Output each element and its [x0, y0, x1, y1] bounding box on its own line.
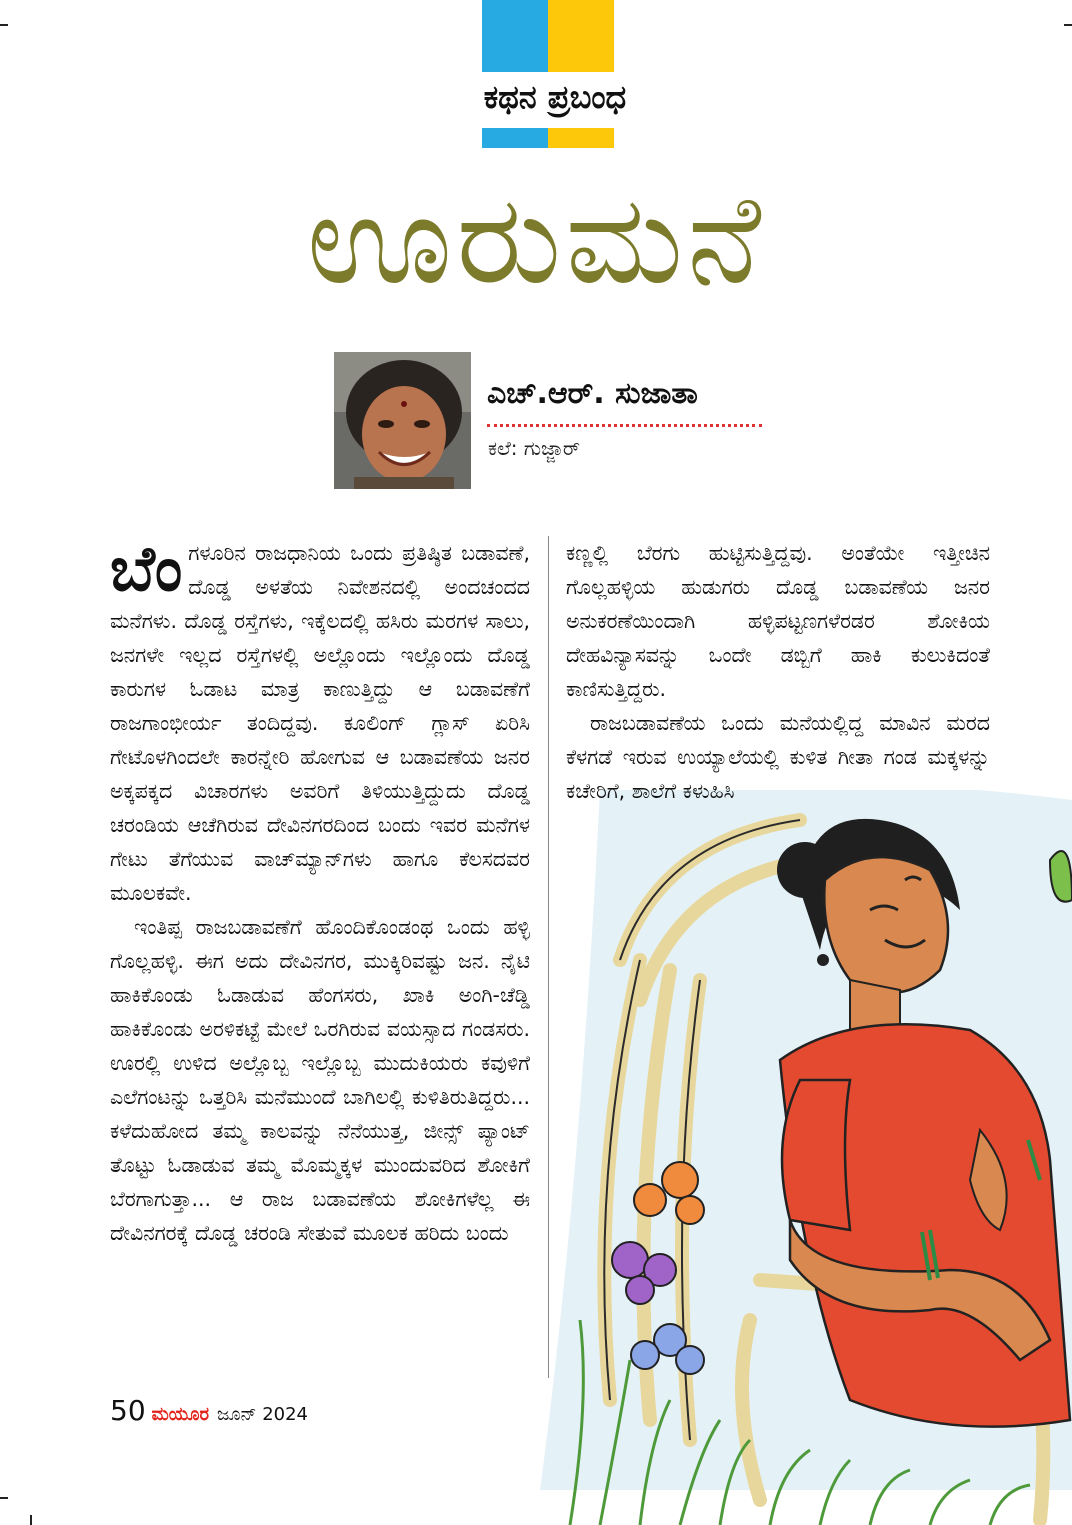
page-footer — [110, 1394, 308, 1427]
paragraph: ರಾಜಬಡಾವಣೆಯ ಒಂದು ಮನೆಯಲ್ಲಿದ್ದ ಮಾವಿನ ಮರದ ಕೆಳಗಡೆ ಇರುವ ಉಯ್ಯಾಲೆಯಲ್ಲಿ ಕುಳಿತ ಗೀತಾ ಗಂಡ ಮಕ್ಕಳನ್ನು ಕಚೇರಿಗೆ, ಶಾಲೆಗೆ ಕಳುಹಿಸಿ — [566, 711, 990, 803]
paragraph-text: ಗಳೂರಿನ ರಾಜಧಾನಿಯ ಒಂದು ಪ್ರತಿಷ್ಠಿತ ಬಡಾವಣೆ, ದೊಡ್ಡ ಅಳತೆಯ ನಿವೇಶನದಲ್ಲಿ ಅಂದಚಂದದ ಮನೆಗಳು. ದೊಡ್ಡ ರಸ್ತೆಗಳು, ಇಕ್ಕೆಲದಲ್ಲಿ ಹಸಿರು ಮರಗಳ ಸಾಲು, ಜನಗಳೇ ಇಲ್ಲದ ರಸ್ತೆಗಳಲ್ಲಿ ಅಲ್ಲೊಂದು ಇಲ್ಲೊಂದು ದೊಡ್ಡ ಕಾರುಗಳ ಓಡಾಟ ಮಾತ್ರ ಕಾಣುತ್ತಿದ್ದು ಆ ಬಡಾವಣೆಗೆ ರಾಜಗಾಂಭೀರ್ಯ ತಂದಿದ್ದವು. ಕೂಲಿಂಗ್ ಗ್ಲಾಸ್ ಏರಿಸಿ ಗೇಟೊಳಗಿಂದಲೇ ಕಾರನ್ನೇರಿ ಹೋಗುವ ಆ ಬಡಾವಣೆಯ ಜನರ ಅಕ್ಕಪಕ್ಕದ ವಿಚಾರಗಳು ಅವರಿಗೆ ತಿಳಿಯುತ್ತಿದ್ದುದು ದೊಡ್ಡ ಚರಂಡಿಯ ಆಚೆಗಿರುವ ದೇವಿನಗರದಿಂದ ಬಂದು ಇವರ ಮನೆಗಳ ಗೇಟು ತೆಗೆಯುವ ವಾಚ್‌ಮ್ಯಾನ್‌ಗಳು ಹಾಗೂ ಕೆಲಸದವರ ಮೂಲಕವೇ. — [110, 541, 530, 905]
issue-date: ಜೂನ್ 2024 — [217, 1404, 308, 1425]
illustration-credit: ಕಲೆ: ಗುಜ್ಜಾರ್ — [488, 436, 580, 460]
crop-mark — [0, 24, 8, 26]
page-number: 50 — [110, 1394, 146, 1427]
section-category: ಕಥನ ಪ್ರಬಂಧ — [483, 78, 627, 116]
crop-mark — [0, 1497, 8, 1499]
author-photo — [334, 352, 471, 489]
magazine-name: ಮಯೂರ — [151, 1404, 210, 1425]
drop-cap: ಬೆಂ — [110, 532, 183, 605]
paragraph: ಕಣ್ಣಲ್ಲಿ ಬೆರಗು ಹುಟ್ಟಿಸುತ್ತಿದ್ದವು. ಅಂತೆಯೇ ಇತ್ತೀಚಿನ ಗೊಲ್ಲಹಳ್ಳಿಯ ಹುಡುಗರು ದೊಡ್ಡ ಬಡಾವಣೆಯ ಜನರ ಅನುಕರಣೆಯಿಂದಾಗಿ ಹಳ್ಳಿಪಟ್ಟಣಗಳೆರಡರ ಶೋಕಿಯ ದೇಹವಿನ್ಯಾಸವನ್ನು ಒಂದೇ ಡಬ್ಬಿಗೆ ಹಾಕಿ ಕುಲುಕಿದಂತೆ ಕಾಣಿಸುತ್ತಿದ್ದರು. — [566, 541, 990, 701]
article-column-2 — [566, 536, 990, 808]
article-title: ಊರುಮನೆ — [306, 168, 766, 312]
woman-in-chair-illustration — [550, 800, 1072, 1525]
paragraph — [110, 532, 530, 910]
article-column-1 — [110, 532, 530, 1250]
author-name: ಎಚ್‌.ಆರ್‌. ಸುಜಾತಾ — [487, 376, 698, 411]
column-divider — [548, 536, 549, 1378]
crop-mark — [30, 1515, 32, 1525]
byline-divider — [487, 424, 762, 427]
paragraph: ಇಂತಿಪ್ಪ ರಾಜಬಡಾವಣೆಗೆ ಹೊಂದಿಕೊಂಡಂಥ ಒಂದು ಹಳ್ಳಿ ಗೊಲ್ಲಹಳ್ಳಿ. ಈಗ ಅದು ದೇವಿನಗರ, ಮುಕ್ಕಿರಿವಷ್ಟು ಜನ. ನೈಟಿ ಹಾಕಿಕೊಂಡು ಓಡಾಡುವ ಹೆಂಗಸರು, ಖಾಕಿ ಅಂಗಿ-ಚೆಡ್ಡಿ ಹಾಕಿಕೊಂಡು ಅರಳಿಕಟ್ಟೆ ಮೇಲೆ ಒರಗಿರುವ ವಯಸ್ಸಾದ ಗಂಡಸರು. ಊರಲ್ಲಿ ಉಳಿದ ಅಲ್ಲೊಬ್ಬ ಇಲ್ಲೊಬ್ಬ ಮುದುಕಿಯರು ಕವುಳಿಗೆ ಎಲೆಗಂಟನ್ನು ಒತ್ತರಿಸಿ ಮನೆಮುಂದೆ ಬಾಗಿಲಲ್ಲಿ ಕುಳಿತಿರುತಿದ್ದರು... ಕಳೆದುಹೋದ ತಮ್ಮ ಕಾಲವನ್ನು ನೆನೆಯುತ್ತ, ಜೀನ್ಸ್ ಪ್ಯಾಂಟ್ ತೊಟ್ಟು ಓಡಾಡುವ ತಮ್ಮ ಮೊಮ್ಮಕ್ಕಳ ಮುಂದುವರಿದ ಶೋಕಿಗೆ ಬೆರಗಾಗುತ್ತಾ... ಆ ರಾಜ ಬಡಾವಣೆಯ ಶೋಕಿಗಳೆಲ್ಲ ಈ ದೇವಿನಗರಕ್ಕೆ ದೊಡ್ಡ ಚರಂಡಿ ಸೇತುವೆ ಮೂಲಕ ಹರಿದು ಬಂದು — [110, 915, 530, 1245]
crop-mark — [1064, 24, 1072, 26]
